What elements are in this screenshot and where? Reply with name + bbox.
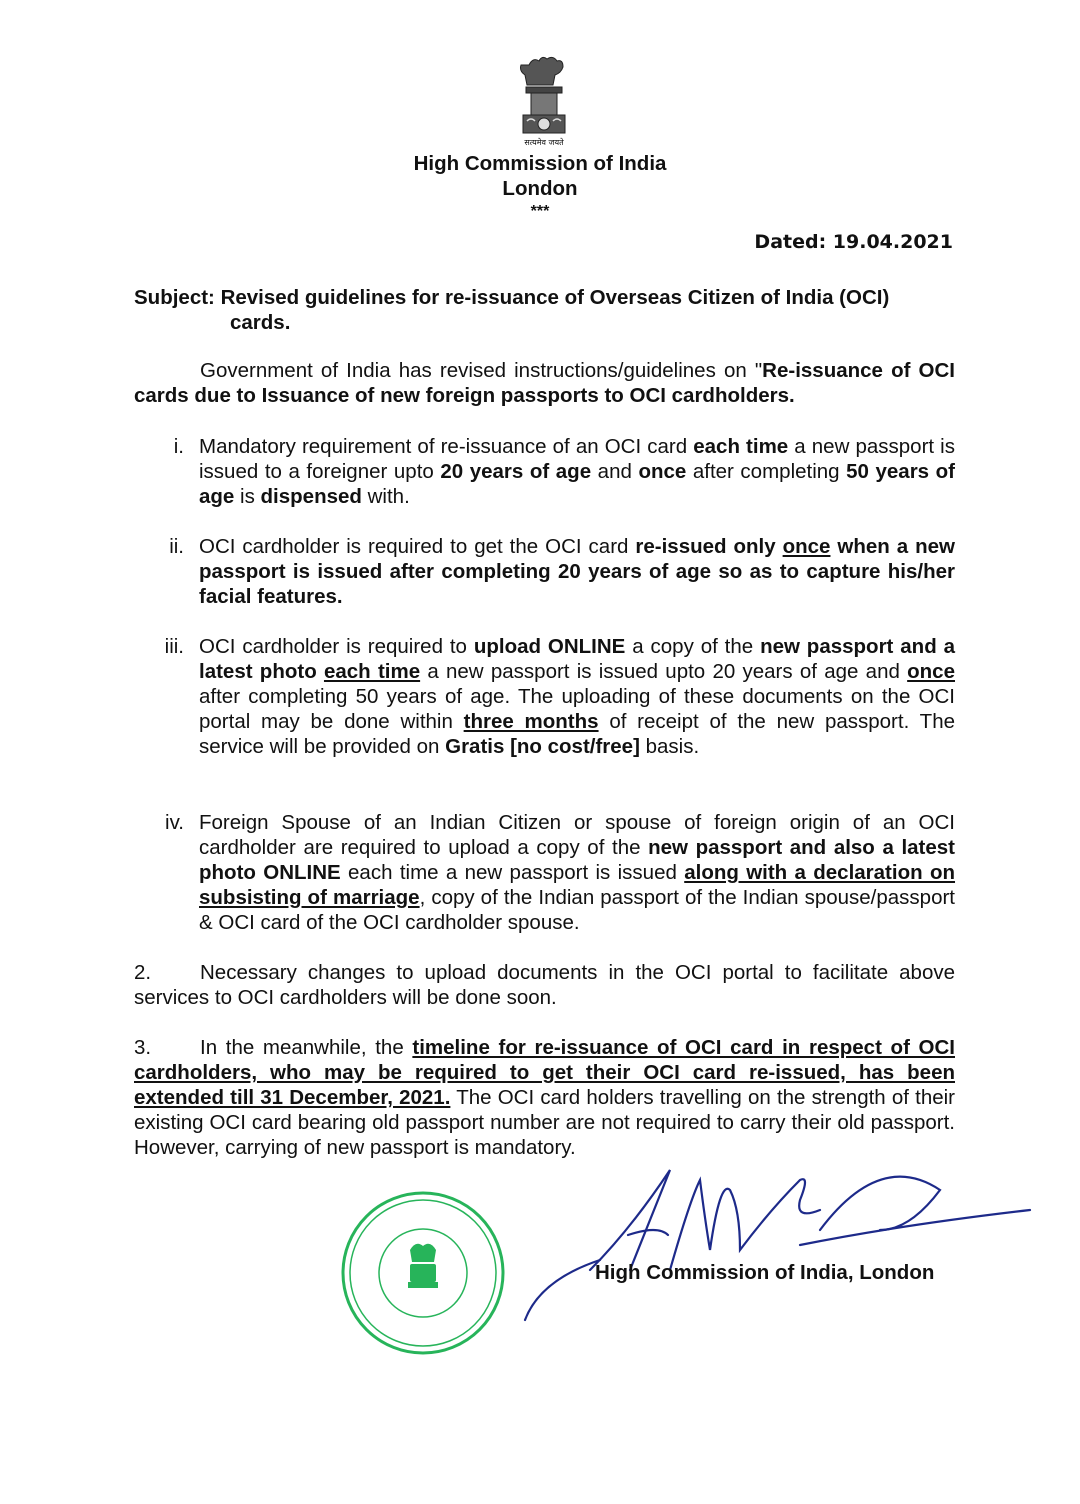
- list-item-number: iv.: [165, 811, 184, 834]
- signature: [520, 1140, 1040, 1330]
- list-item-text: OCI cardholder is required to get the OCI card re-issued only once when a new passport is issued after completing 20 years of age so as to capture his/her facial features.: [199, 535, 956, 608]
- signer-name: High Commission of India, London: [595, 1261, 935, 1284]
- intro-text: Government of India has revised instructions/guidelines on ": [200, 359, 763, 382]
- national-emblem: [513, 55, 575, 153]
- paragraph-2: [134, 960, 955, 1010]
- subject-line-1: Subject: Revised guidelines for re-issuance of Overseas Citizen of India (OCI): [134, 286, 890, 309]
- list-item-number: ii.: [169, 535, 184, 558]
- header-stars: ***: [530, 203, 550, 220]
- list-item-text: Mandatory requirement of re-issuance of an OCI card each time a new passport is issued to a foreigner upto 20 years of age and once after completing 50 years of age is dispensed with.: [199, 435, 955, 508]
- paragraph-number: 3.: [134, 1036, 152, 1059]
- signature-icon: [520, 1140, 1040, 1330]
- emblem-motto: सत्यमेव जयते: [524, 138, 564, 147]
- list-item-text: Foreign Spouse of an Indian Citizen or spouse of foreign origin of an OCI cardholder are required to upload a copy of the new passport and also a latest photo ONLINE each time a new passport is issued along with a declaration on subsisting of marriage, copy of the Indian passport of the Indian spouse/passport & OCI card of the OCI cardholder spouse.: [199, 811, 956, 934]
- list-item-text: OCI cardholder is required to upload ONLINE a copy of the new passport and a latest photo each time a new passport is issued upto 20 years of age and once after completing 50 years of age. The uploading of these documents on the OCI portal may be done within three months of receipt of the new passport. The service will be provided on Gratis [no cost/free] basis.: [199, 635, 955, 758]
- paragraph-number: 2.: [134, 961, 152, 984]
- list-item-number: i.: [173, 435, 184, 458]
- official-seal: [338, 1188, 508, 1358]
- list-item-number: iii.: [164, 635, 184, 658]
- subject-line-2: cards.: [230, 311, 291, 334]
- paragraph-3: 3. In the meanwhile, the timeline for re-issuance of OCI card in respect of OCI cardholders, who may be required to get their OCI card re-issued, has been extended till 31 December, 2021. The OCI card holders travelling on the strength of their existing OCI card bearing old passport number are not required to carry their old passport. However, carrying of new passport is mandatory.: [134, 1036, 956, 1159]
- header-org: High Commission of India: [413, 152, 667, 175]
- paragraph-text: Necessary changes to upload documents in the OCI portal to facilitate above services to OCI cardholders will be done soon.: [134, 961, 955, 1009]
- header-city: London: [502, 177, 578, 200]
- document-date: Dated: 19.04.2021: [754, 231, 953, 253]
- subject: [134, 285, 964, 335]
- intro-bold-text: Re-issuance of OCI cards due to Issuance of new foreign passports to OCI cardholders.: [134, 359, 955, 407]
- intro-paragraph: [134, 358, 955, 408]
- official-seal-icon: [338, 1188, 508, 1358]
- paragraph-underlined-text: timeline for re-issuance of OCI card in respect of OCI cardholders, who may be required to get their OCI card re-issued, has been extended till 31 December, 2021.: [134, 1036, 955, 1109]
